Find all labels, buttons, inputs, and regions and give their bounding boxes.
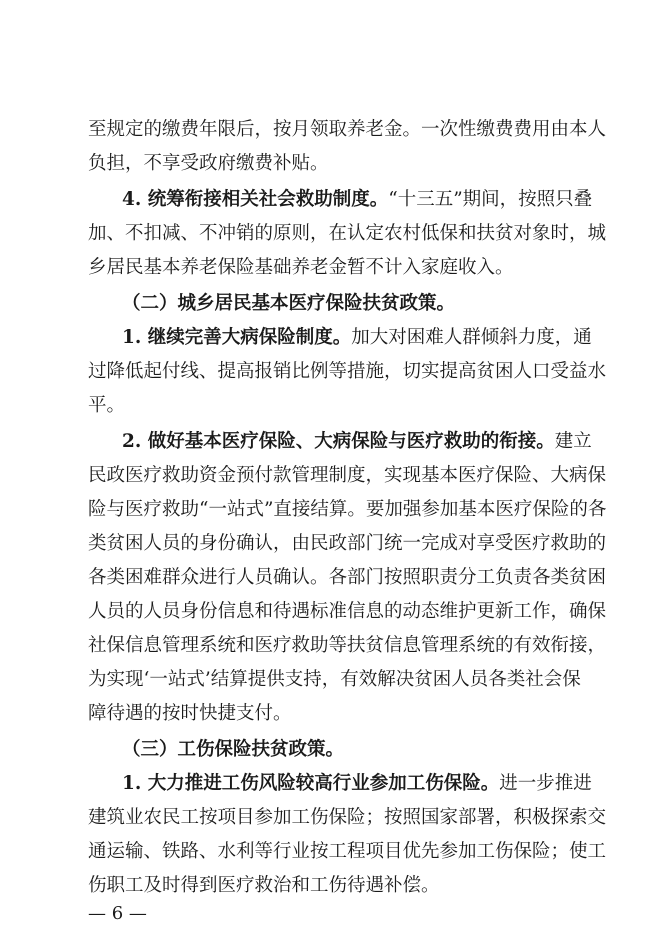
section-heading: （三）工伤保险扶贫政策。 — [122, 739, 345, 760]
text-line: 伤职工及时得到医疗救治和工伤待遇补偿。 — [88, 875, 440, 896]
text-line: 障待遇的按时快捷支付。 — [88, 703, 292, 724]
text-line: 1. 大力推进工伤风险较高行业参加工伤保险。进一步推进 — [122, 773, 592, 794]
text-line: 1. 继续完善大病保险制度。加大对困难人群倾斜力度，通 — [122, 327, 592, 348]
text-line: 4. 统筹衔接相关社会救助制度。“十三五”期间，按照只叠 — [122, 189, 593, 210]
text-line: 通运输、铁路、水利等行业按工程项目优先参加工伤保险；使工 — [88, 841, 607, 862]
text-line: 各类困难群众进行人员确认。各部门按照职责分工负责各类贫困 — [88, 567, 607, 588]
text-line: 乡居民基本养老保险基础养老金暂不计入家庭收入。 — [88, 257, 514, 278]
item-heading: 2. 做好基本医疗保险、大病保险与医疗救助的衔接。 — [122, 431, 555, 452]
text-line: 2. 做好基本医疗保险、大病保险与医疗救助的衔接。建立 — [122, 431, 592, 452]
item-heading: 4. 统筹衔接相关社会救助制度。 — [122, 189, 389, 210]
text-line: 负担，不享受政府缴费补贴。 — [88, 153, 329, 174]
text-line: 险与医疗救助“一站式”直接结算。要加强参加基本医疗保险的各 — [88, 499, 607, 520]
text-line: 为实现‘一站式’结算提供支持，有效解决贫困人员各类社会保 — [88, 669, 581, 690]
text-line: 平。 — [88, 395, 126, 416]
item-heading: 1. 继续完善大病保险制度。 — [122, 327, 352, 348]
item-heading: 1. 大力推进工伤风险较高行业参加工伤保险。 — [122, 773, 500, 794]
text-line: 社保信息管理系统和医疗救助等扶贫信息管理系统的有效衔接， — [88, 635, 607, 656]
text-line: 加、不扣减、不冲销的原则，在认定农村低保和扶贫对象时，城 — [88, 223, 607, 244]
text-line: 类贫困人员的身份确认，由民政部门统一完成对享受医疗救助的 — [88, 533, 607, 554]
text-line: 民政医疗救助资金预付款管理制度，实现基本医疗保险、大病保 — [88, 465, 607, 486]
page-number: — 6 — — [88, 903, 147, 924]
text-line: 人员的人员身份信息和待遇标准信息的动态维护更新工作，确保 — [88, 601, 607, 622]
section-heading: （二）城乡居民基本医疗保险扶贫政策。 — [122, 293, 456, 314]
text-line: 过降低起付线、提高报销比例等措施，切实提高贫困人口受益水 — [88, 361, 607, 382]
text-line: 建筑业农民工按项目参加工伤保险；按照国家部署，积极探索交 — [88, 807, 607, 828]
text-line: 至规定的缴费年限后，按月领取养老金。一次性缴费费用由本人 — [88, 119, 607, 140]
